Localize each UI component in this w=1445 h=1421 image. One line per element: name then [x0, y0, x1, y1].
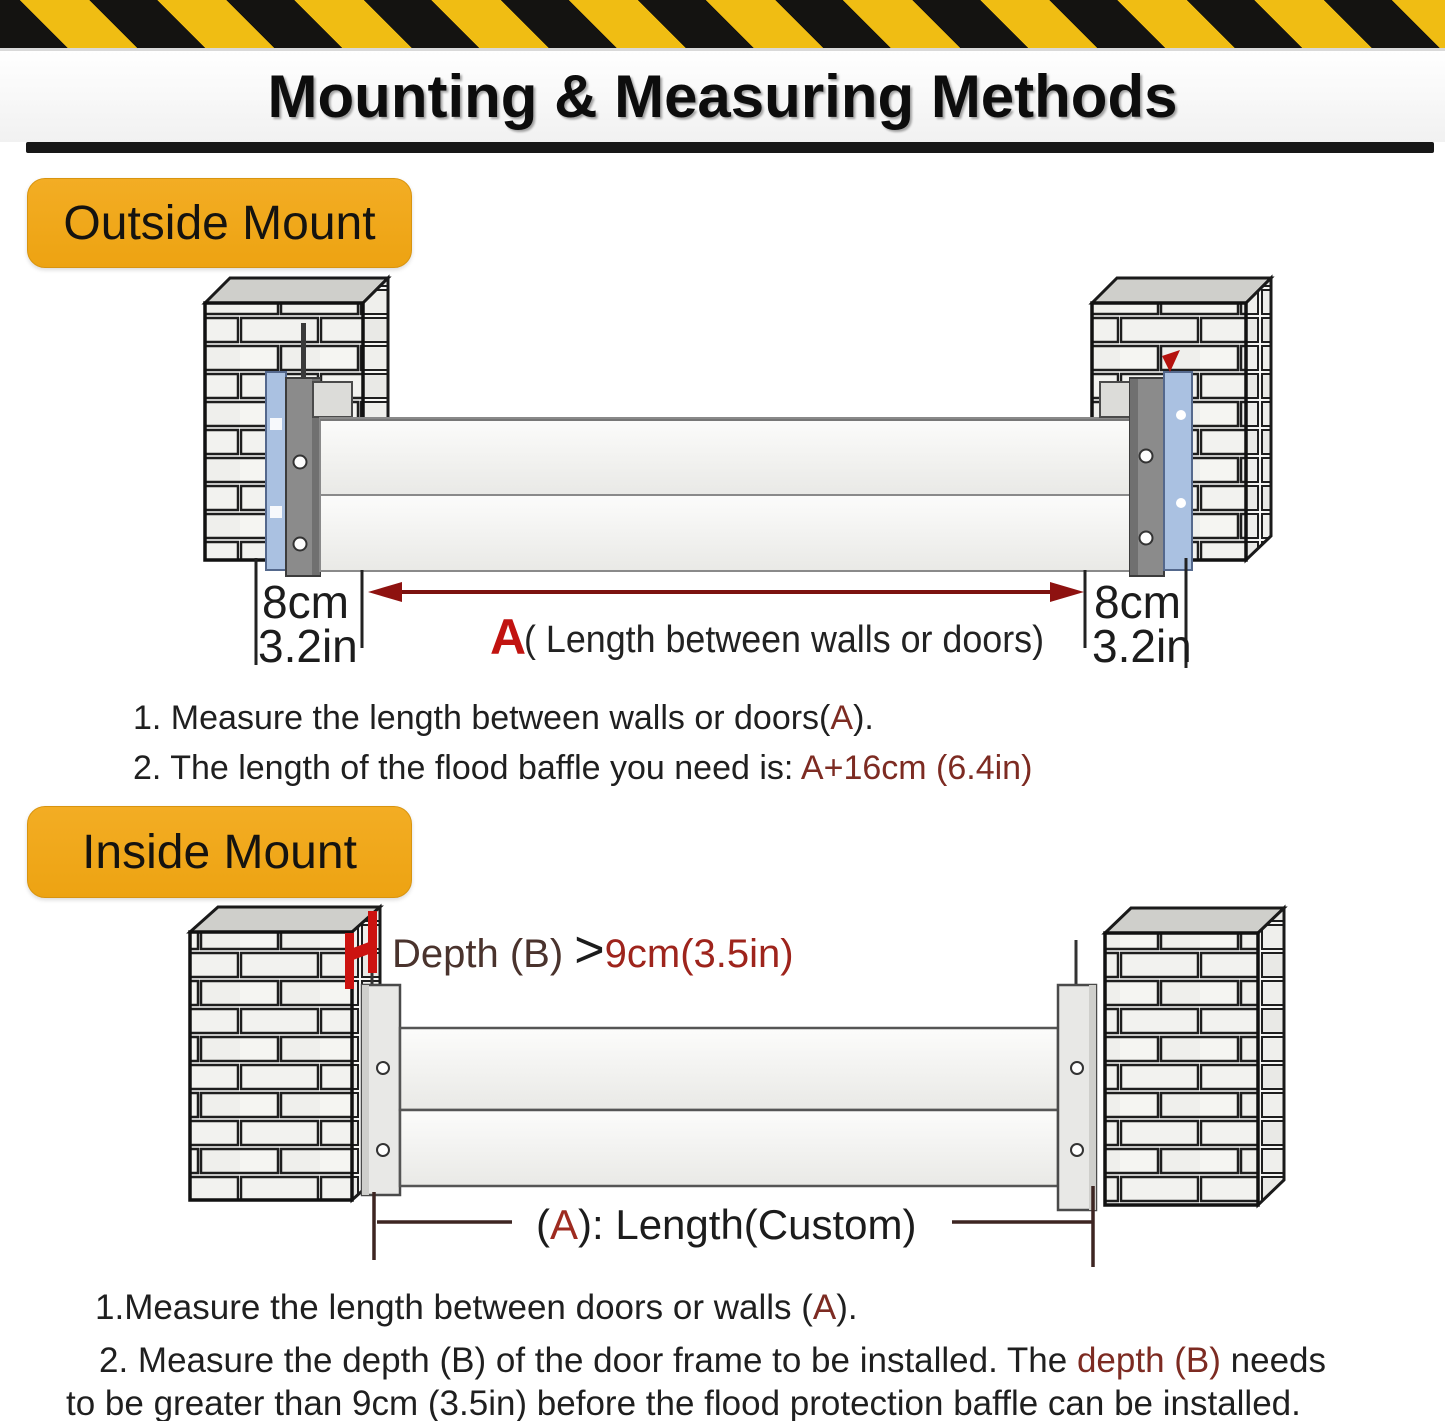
- outside-right-channel: [1164, 372, 1192, 570]
- inside-step-3: [66, 1384, 1301, 1421]
- depth-label: [392, 921, 794, 979]
- header-divider-bar: [26, 142, 1434, 153]
- left-offset-cm-label: 8cm: [262, 576, 349, 628]
- outside-step-2-em: A+16cm (6.4in): [800, 749, 1033, 787]
- outside-right-post: [1130, 378, 1164, 576]
- outside-step-2: [133, 749, 1032, 788]
- outside-mount-badge-label: Outside Mount: [63, 196, 376, 250]
- outside-step-1-post: ).: [853, 699, 874, 737]
- flood-barrier-panels-inside: [400, 1028, 1058, 1186]
- length-label-open: (: [536, 1201, 550, 1248]
- hazard-stripe-banner: [0, 0, 1445, 51]
- length-label-letter-a: A: [550, 1201, 579, 1248]
- outside-left-post-cap: [313, 382, 352, 417]
- depth-value-text: 9cm(3.5in): [604, 932, 794, 976]
- outside-mount-badge: [27, 178, 412, 268]
- inside-step-2: [99, 1341, 1326, 1381]
- span-letter-a: A: [490, 609, 527, 665]
- depth-label-text: Depth (B): [392, 932, 575, 976]
- greater-than-symbol: >: [574, 921, 605, 979]
- span-label: ( Length between walls or doors): [524, 619, 1044, 661]
- length-label-rest: ): Length(Custom): [578, 1201, 917, 1248]
- left-offset-in-label: 3.2in: [258, 620, 358, 672]
- right-offset-in-label: 3.2in: [1092, 620, 1192, 672]
- outside-left-channel-slot: [301, 323, 306, 378]
- inside-step-2-em: depth (B): [1076, 1341, 1221, 1380]
- inside-step-1: [95, 1288, 858, 1328]
- outside-step-2-text: 2. The length of the flood baffle you need is:: [133, 749, 801, 787]
- inside-mount-badge-label: Inside Mount: [82, 825, 357, 879]
- outside-step-1-text: 1. Measure the length between walls or doors(: [133, 699, 831, 737]
- inside-right-post: [1058, 985, 1096, 1210]
- outside-step-1-em: A: [830, 699, 854, 737]
- inside-mount-diagram: [0, 895, 1445, 1305]
- outside-left-channel: [266, 372, 286, 570]
- outside-mount-diagram: [0, 260, 1445, 680]
- inside-step-1-post: ).: [836, 1288, 858, 1327]
- inside-step-1-text: 1.Measure the length between doors or walls (: [95, 1288, 813, 1327]
- inside-step-2-text: 2. Measure the depth (B) of the door frame to be installed. The: [99, 1341, 1077, 1380]
- outside-dimension-arrow: [368, 582, 1084, 602]
- outside-step-1: [133, 699, 874, 738]
- right-offset-cm-label: 8cm: [1094, 576, 1181, 628]
- inside-step-2-post: needs: [1220, 1341, 1327, 1380]
- page-title: Mounting & Measuring Methods: [267, 63, 1178, 130]
- inside-step-3-text: to be greater than 9cm (3.5in) before the flood protection baffle can be installed.: [66, 1384, 1301, 1421]
- length-label: [536, 1201, 916, 1248]
- inside-right-pillar: [1105, 908, 1284, 1205]
- flood-barrier-panels-outside: [320, 418, 1130, 571]
- title-band: [0, 51, 1445, 142]
- inside-step-1-em: A: [812, 1288, 837, 1327]
- inside-mount-badge: [27, 806, 412, 898]
- inside-left-post: [362, 985, 400, 1195]
